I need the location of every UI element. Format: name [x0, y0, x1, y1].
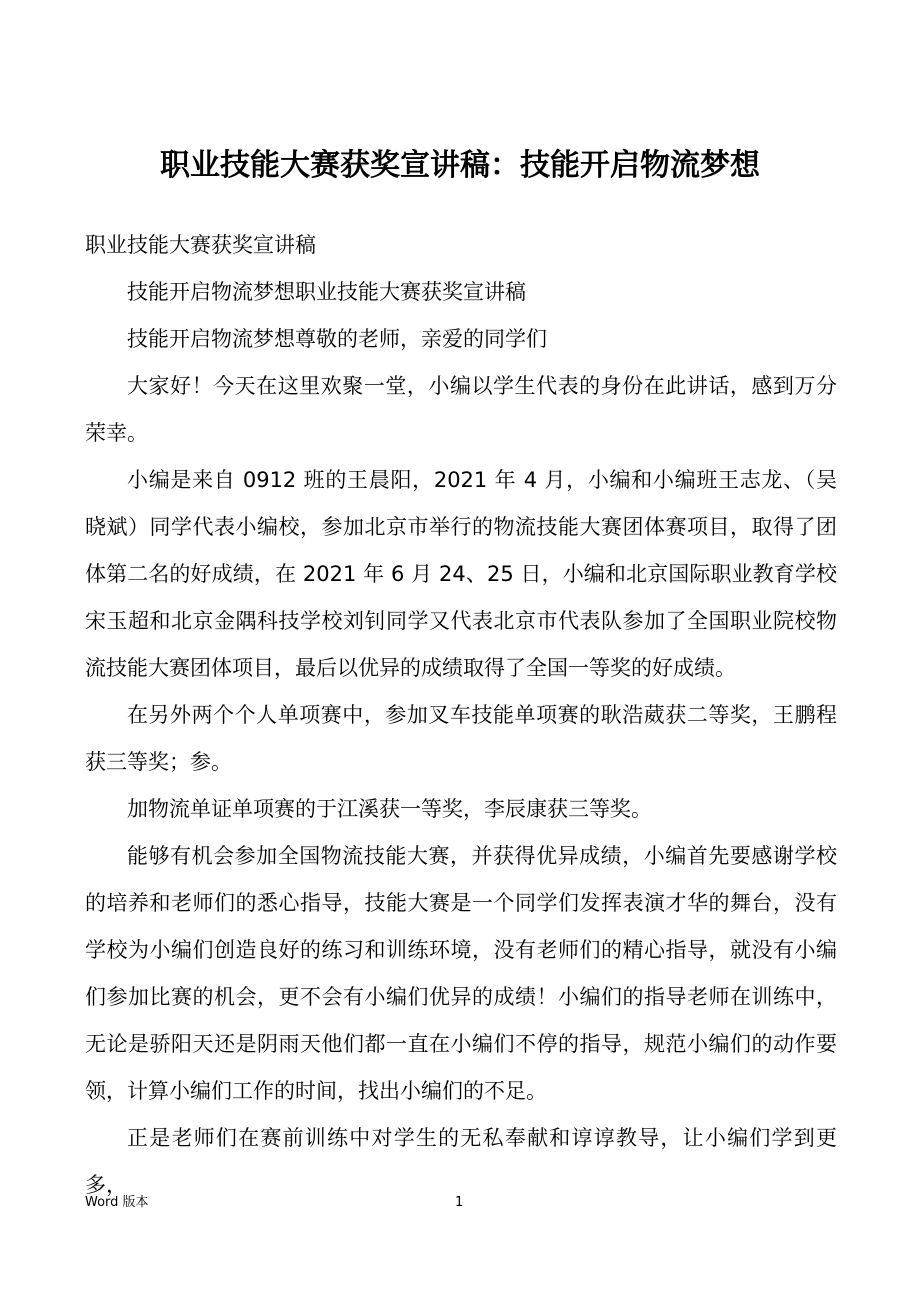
footer-page-number: 1	[455, 1195, 464, 1210]
paragraph: 能够有机会参加全国物流技能大赛，并获得优异成绩，小编首先要感谢学校的培养和老师们的悉心指导，技能大赛是一个同学们发挥表演才华的舞台，没有学校为小编们创造良好的练习和训练环境，没有老师们的精心指导，就没有小编们参加比赛的机会，更不会有小编们优异的成绩！小编们的指导老师在训练中，无论是骄阳天还是阴雨天他们都一直在小编们不停的指导，规范小编们的动作要领，计算小编们工作的时间，找出小编们的不足。	[85, 844, 837, 1103]
paragraph: 技能开启物流梦想职业技能大赛获奖宣讲稿	[127, 280, 526, 304]
footer-version-label: Word 版本	[85, 1195, 149, 1210]
paragraph: 技能开启物流梦想尊敬的老师，亲爱的同学们	[127, 327, 547, 351]
paragraph: 大家好！今天在这里欢聚一堂，小编以学生代表的身份在此讲话，感到万分荣幸。	[85, 374, 837, 445]
paragraph: 加物流单证单项赛的于江溪获一等奖，李辰康获三等奖。	[127, 797, 652, 821]
paragraph: 职业技能大赛获奖宣讲稿	[85, 233, 316, 257]
paragraph: 小编是来自 0912 班的王晨阳，2021 年 4 月，小编和小编班王志龙、（吴晓斌）同学代表小编校，参加北京市举行的物流技能大赛团体赛项目，取得了团体第二名的好成绩，在 2021 年 6 月 24、25 日，小编和北京国际职业教育学校宋玉超和北京金隅科技学校刘钊同学又代表北京市代表队参加了全国职业院校物流技能大赛团体项目，最后以优异的成绩取得了全国一等奖的好成绩。	[85, 468, 837, 680]
document-title: 职业技能大赛获奖宣讲稿：技能开启物流梦想	[160, 148, 760, 183]
paragraph: 正是老师们在赛前训练中对学生的无私奉献和谆谆教导，让小编们学到更多，	[85, 1126, 837, 1197]
paragraph: 在另外两个个人单项赛中，参加叉车技能单项赛的耿浩葳获二等奖，王鹏程获三等奖；参。	[85, 703, 837, 774]
document-body	[85, 222, 837, 1209]
